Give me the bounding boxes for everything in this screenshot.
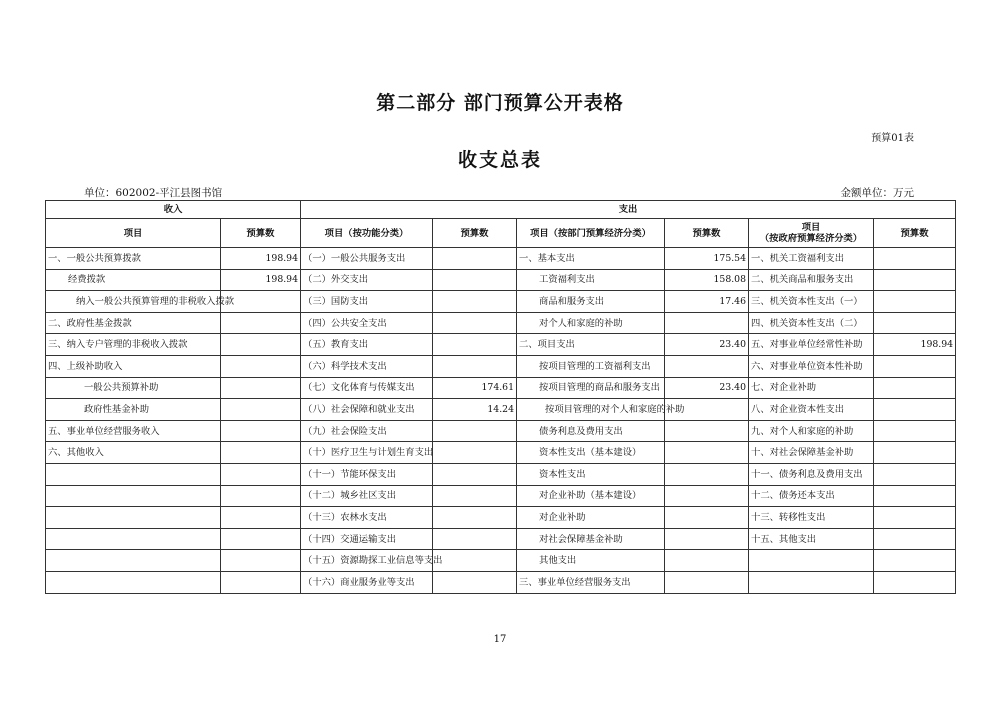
func-item: （九）社会保险支出	[301, 420, 433, 442]
budget-summary-table	[45, 200, 956, 594]
income-item	[46, 550, 221, 572]
col-dept-amount: 预算数	[665, 219, 749, 248]
gov-amount	[874, 355, 956, 377]
income-amount: 198.94	[221, 248, 301, 270]
dept-item: 资本性支出（基本建设）	[517, 442, 665, 464]
col-gov-item-line1: 项目	[801, 222, 821, 233]
func-item: （十二）城乡社区支出	[301, 485, 433, 507]
table-row	[46, 442, 956, 464]
table-row	[46, 248, 956, 270]
income-item: 政府性基金补助	[46, 399, 221, 421]
func-amount	[433, 291, 517, 313]
dept-amount: 23.40	[665, 377, 749, 399]
gov-item: 十三、转移性支出	[749, 507, 874, 529]
func-amount	[433, 420, 517, 442]
gov-item: 二、机关商品和服务支出	[749, 269, 874, 291]
dept-item: 其他支出	[517, 550, 665, 572]
gov-amount	[874, 269, 956, 291]
dept-item: 对企业补助	[517, 507, 665, 529]
page-number: 17	[493, 634, 507, 645]
dept-item: 二、项目支出	[517, 334, 665, 356]
table-row	[46, 355, 956, 377]
func-amount	[433, 571, 517, 593]
amount-unit-label: 金额单位：万元	[840, 187, 914, 199]
gov-amount: 198.94	[874, 334, 956, 356]
income-item: 三、纳入专户管理的非税收入拨款	[46, 334, 221, 356]
income-amount	[221, 355, 301, 377]
dept-amount	[665, 463, 749, 485]
dept-item: 债务利息及费用支出	[517, 420, 665, 442]
col-func-amount: 预算数	[433, 219, 517, 248]
func-item: （二）外交支出	[301, 269, 433, 291]
col-gov-amount: 预算数	[874, 219, 956, 248]
gov-item: 十五、其他支出	[749, 528, 874, 550]
col-gov-item-line2: （按政府预算经济分类）	[759, 233, 863, 244]
func-item: （一）一般公共服务支出	[301, 248, 433, 270]
func-amount	[433, 312, 517, 334]
gov-item: 四、机关资本性支出（二）	[749, 312, 874, 334]
income-amount	[221, 442, 301, 464]
income-item: 纳入一般公共预算管理的非税收入拨款	[46, 291, 221, 313]
income-amount: 198.94	[221, 269, 301, 291]
col-income-item: 项目	[46, 219, 221, 248]
func-amount	[433, 528, 517, 550]
gov-amount	[874, 312, 956, 334]
gov-item: 八、对企业资本性支出	[749, 399, 874, 421]
func-item: （五）教育支出	[301, 334, 433, 356]
func-amount	[433, 463, 517, 485]
dept-amount	[665, 571, 749, 593]
gov-amount	[874, 399, 956, 421]
dept-item: 按项目管理的对个人和家庭的补助	[517, 399, 665, 421]
dept-amount: 17.46	[665, 291, 749, 313]
dept-item: 工资福利支出	[517, 269, 665, 291]
income-item	[46, 463, 221, 485]
col-income-amount: 预算数	[221, 219, 301, 248]
dept-amount	[665, 442, 749, 464]
table-row	[46, 463, 956, 485]
income-amount	[221, 399, 301, 421]
income-amount	[221, 312, 301, 334]
dept-item: 三、事业单位经营服务支出	[517, 571, 665, 593]
gov-item: 十一、债务利息及费用支出	[749, 463, 874, 485]
dept-item: 资本性支出	[517, 463, 665, 485]
income-amount	[221, 334, 301, 356]
gov-item	[749, 571, 874, 593]
table-row	[46, 485, 956, 507]
table-row	[46, 334, 956, 356]
gov-item	[749, 550, 874, 572]
income-amount	[221, 377, 301, 399]
part-title: 第二部分 部门预算公开表格	[376, 92, 624, 114]
gov-amount	[874, 463, 956, 485]
dept-item: 对社会保障基金补助	[517, 528, 665, 550]
gov-item: 三、机关资本性支出（一）	[749, 291, 874, 313]
func-item: （十六）商业服务业等支出	[301, 571, 433, 593]
gov-amount	[874, 485, 956, 507]
table-title: 收支总表	[457, 149, 542, 171]
func-amount: 174.61	[433, 377, 517, 399]
income-amount	[221, 550, 301, 572]
dept-amount	[665, 355, 749, 377]
dept-amount	[665, 528, 749, 550]
income-item	[46, 528, 221, 550]
gov-amount	[874, 377, 956, 399]
income-amount	[221, 485, 301, 507]
income-amount	[221, 463, 301, 485]
table-row	[46, 528, 956, 550]
dept-item: 对个人和家庭的补助	[517, 312, 665, 334]
col-dept-item: 项目（按部门预算经济分类）	[517, 219, 665, 248]
func-amount	[433, 485, 517, 507]
dept-item: 按项目管理的商品和服务支出	[517, 377, 665, 399]
gov-item: 十二、债务还本支出	[749, 485, 874, 507]
func-item: （十一）节能环保支出	[301, 463, 433, 485]
gov-item: 五、对事业单位经常性补助	[749, 334, 874, 356]
func-item: （十三）农林水支出	[301, 507, 433, 529]
gov-amount	[874, 442, 956, 464]
dept-amount: 158.08	[665, 269, 749, 291]
income-amount	[221, 420, 301, 442]
dept-item: 对企业补助（基本建设）	[517, 485, 665, 507]
income-amount	[221, 571, 301, 593]
table-row	[46, 550, 956, 572]
func-item: （十）医疗卫生与计划生育支出	[301, 442, 433, 464]
gov-amount	[874, 528, 956, 550]
table-body	[46, 248, 956, 594]
gov-item: 六、对事业单位资本性补助	[749, 355, 874, 377]
gov-item: 一、机关工资福利支出	[749, 248, 874, 270]
func-item: （七）文化体育与传媒支出	[301, 377, 433, 399]
table-code: 预算01表	[871, 133, 914, 144]
table-row	[46, 291, 956, 313]
func-amount	[433, 248, 517, 270]
income-item	[46, 571, 221, 593]
gov-amount	[874, 550, 956, 572]
gov-item: 七、对企业补助	[749, 377, 874, 399]
func-item: （十四）交通运输支出	[301, 528, 433, 550]
func-item: （四）公共安全支出	[301, 312, 433, 334]
func-item: （八）社会保障和就业支出	[301, 399, 433, 421]
income-amount	[221, 507, 301, 529]
income-item: 四、上级补助收入	[46, 355, 221, 377]
dept-amount	[665, 312, 749, 334]
gov-amount	[874, 507, 956, 529]
func-amount	[433, 550, 517, 572]
dept-amount: 175.54	[665, 248, 749, 270]
income-item: 一般公共预算补助	[46, 377, 221, 399]
func-amount	[433, 269, 517, 291]
table-row	[46, 377, 956, 399]
table-row	[46, 420, 956, 442]
dept-amount	[665, 550, 749, 572]
col-func-item: 项目（按功能分类）	[301, 219, 433, 248]
income-item: 五、事业单位经营服务收入	[46, 420, 221, 442]
gov-item: 九、对个人和家庭的补助	[749, 420, 874, 442]
income-item: 经费拨款	[46, 269, 221, 291]
table-row	[46, 399, 956, 421]
income-item: 六、其他收入	[46, 442, 221, 464]
col-gov-item	[749, 219, 874, 248]
column-header-row	[46, 219, 956, 248]
func-item: （六）科学技术支出	[301, 355, 433, 377]
func-amount: 14.24	[433, 399, 517, 421]
func-amount	[433, 507, 517, 529]
gov-amount	[874, 571, 956, 593]
gov-amount	[874, 291, 956, 313]
unit-label: 单位：602002-平江县图书馆	[84, 187, 223, 199]
income-item	[46, 485, 221, 507]
income-group-header: 收入	[46, 201, 301, 219]
func-item: （十五）资源勘探工业信息等支出	[301, 550, 433, 572]
dept-amount	[665, 507, 749, 529]
dept-item: 按项目管理的工资福利支出	[517, 355, 665, 377]
func-amount	[433, 442, 517, 464]
func-item: （三）国防支出	[301, 291, 433, 313]
dept-item: 一、基本支出	[517, 248, 665, 270]
gov-amount	[874, 248, 956, 270]
income-amount	[221, 528, 301, 550]
table-row	[46, 507, 956, 529]
table-row	[46, 571, 956, 593]
dept-amount	[665, 420, 749, 442]
income-item: 一、一般公共预算拨款	[46, 248, 221, 270]
func-amount	[433, 355, 517, 377]
dept-amount: 23.40	[665, 334, 749, 356]
dept-amount	[665, 485, 749, 507]
income-item	[46, 507, 221, 529]
expense-group-header: 支出	[301, 201, 956, 219]
income-item: 二、政府性基金拨款	[46, 312, 221, 334]
table-row	[46, 312, 956, 334]
func-amount	[433, 334, 517, 356]
table-row	[46, 269, 956, 291]
group-header-row	[46, 201, 956, 219]
dept-item: 商品和服务支出	[517, 291, 665, 313]
gov-amount	[874, 420, 956, 442]
gov-item: 十、对社会保障基金补助	[749, 442, 874, 464]
